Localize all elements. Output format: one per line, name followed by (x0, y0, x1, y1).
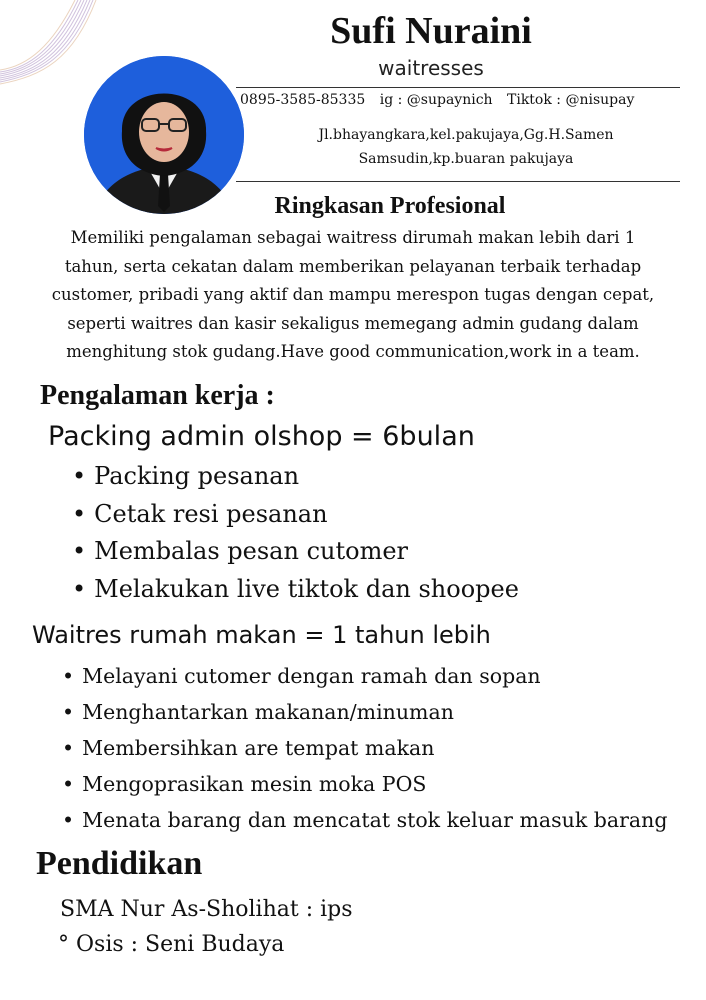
job-title-waitres: Waitres rumah makan = 1 tahun lebih (32, 621, 491, 649)
list-item: • Cetak resi pesanan (72, 496, 519, 534)
instagram-handle: ig : @supaynich (379, 92, 493, 108)
candidate-name: Sufi Nuraini (330, 10, 532, 52)
summary-line: menghitung stok gudang.Have good communication,work in a team. (66, 342, 640, 361)
header-divider-top (236, 87, 680, 88)
education-organization: ° Osis : Seni Budaya (58, 932, 285, 957)
address-line-1: Jl.bhayangkara,kel.pakujaya,Gg.H.Samen (318, 127, 614, 143)
list-item: • Melakukan live tiktok dan shoopee (72, 571, 519, 609)
summary-line: seperti waitres dan kasir sekaligus memegang admin gudang dalam (67, 313, 639, 333)
list-item: • Membersihkan are tempat makan (62, 730, 668, 766)
tiktok-handle: Tiktok : @nisupay (507, 92, 635, 108)
list-item: • Menghantarkan makanan/minuman (62, 694, 668, 730)
list-item: • Membalas pesan cutomer (72, 533, 519, 571)
profile-photo (84, 56, 244, 214)
phone-number: 0895-3585-85335 (240, 92, 366, 108)
address (296, 123, 636, 171)
summary-heading: Ringkasan Profesional (274, 193, 506, 219)
job-title-packing: Packing admin olshop = 6bulan (48, 421, 475, 452)
experience-heading: Pengalaman kerja : (40, 380, 275, 411)
contact-line (240, 91, 686, 109)
address-line-2: Samsudin,kp.buaran pakujaya (358, 151, 574, 167)
summary-text (12, 224, 694, 367)
education-school: SMA Nur As-Sholihat : ips (60, 897, 353, 922)
header-divider-bottom (236, 181, 680, 182)
education-heading: Pendidikan (36, 845, 203, 882)
decorative-wave-lines (0, 0, 110, 90)
list-item: • Packing pesanan (72, 458, 519, 496)
list-item: • Mengoprasikan mesin moka POS (62, 766, 668, 802)
summary-line: customer, pribadi yang aktif dan mampu merespon tugas dengan cepat, (51, 285, 655, 304)
packing-task-list (72, 458, 519, 608)
job-title: waitresses (378, 56, 484, 80)
waitres-task-list (62, 658, 668, 838)
list-item: • Menata barang dan mencatat stok keluar masuk barang (62, 802, 668, 838)
summary-line: Memiliki pengalaman sebagai waitress dirumah makan lebih dari 1 (70, 228, 636, 247)
list-item: • Melayani cutomer dengan ramah dan sopan (62, 658, 668, 694)
summary-line: tahun, serta cekatan dalam memberikan pelayanan terbaik terhadap (64, 256, 642, 276)
